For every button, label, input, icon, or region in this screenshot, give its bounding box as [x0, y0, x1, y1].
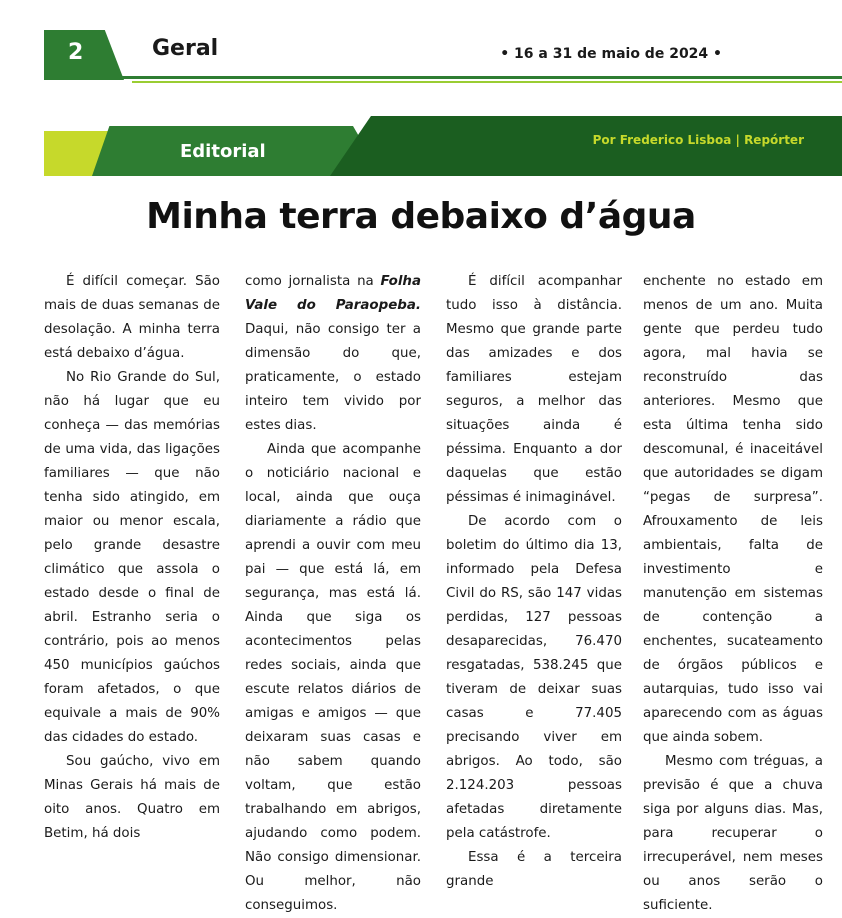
paragraph: É difícil acompanhar tudo isso à distância. Mesmo que grande parte das amizades e dos familiares estejam seguros, a melhor das situações ainda é péssima. Enquanto a dor daquelas que estão péssimas é inimaginável. — [446, 274, 622, 505]
editorial-label: Editorial — [180, 141, 266, 162]
paragraph: enchente no estado em menos de um ano. Muita gente que perdeu tudo agora, mal havia se reconstruído das anteriores. Mesmo que esta última tenha sido descomunal, é inaceitável que autoridades se digam “pegas de surpresa”. Afrouxamento de leis ambientais, falta de investimento e manutenção em sistemas de contenção a enchentes, sucateamento de órgãos públicos e autarquias, tudo isso vai aparecendo com as águas que ainda sobem. — [643, 274, 823, 745]
paragraph-text: como jornalista na — [245, 274, 381, 289]
article-column-1 — [44, 270, 220, 846]
article-column-4 — [643, 270, 823, 918]
publication-name: Folha Vale do Paraopeba. — [245, 274, 421, 313]
paragraph: Mesmo com tréguas, a previsão é que a chuva siga por alguns dias. Mas, para recuperar o irrecuperável, nem meses ou anos serão o suficiente. — [643, 754, 823, 913]
paragraph-text: Daqui, não consigo ter a dimensão do que, praticamente, o estado inteiro tem vivido por estes dias. — [245, 322, 421, 433]
article-column-3 — [446, 270, 622, 894]
article-column-2 — [245, 270, 421, 918]
issue-date: • 16 a 31 de maio de 2024 • — [500, 46, 722, 62]
paragraph: No Rio Grande do Sul, não há lugar que eu conheça — das memórias de uma vida, das ligações familiares — que não tenha sido atingido, em maior ou menor escala, pelo grande desastre climático que assola o estado desde o final de abril. Estranho seria o contrário, pois ao menos 450 municípios gaúchos foram afetados, o que equivale a mais de 90% das cidades do estado. — [44, 370, 220, 745]
header-rule — [120, 76, 842, 79]
page-number-badge — [44, 30, 124, 80]
paragraph: De acordo com o boletim do último dia 13, informado pela Defesa Civil do RS, são 147 vidas perdidas, 127 pessoas desaparecidas, 76.470 resgatadas, 538.245 que tiveram de deixar suas casas e 77.405 precisando viver em abrigos. Ao todo, são 2.124.203 pessoas afetadas diretamente pela catástrofe. — [446, 514, 622, 841]
page-header — [0, 0, 842, 90]
byline: Por Frederico Lisboa | Repórter — [592, 133, 804, 147]
paragraph: Sou gaúcho, vivo em Minas Gerais há mais de oito anos. Quatro em Betim, há dois — [44, 754, 220, 841]
section-title: Geral — [152, 36, 219, 61]
header-rule-accent — [132, 81, 842, 83]
paragraph: É difícil começar. São mais de duas semanas de desolação. A minha terra está debaixo d’água. — [44, 274, 220, 361]
paragraph — [245, 270, 421, 438]
paragraph: Essa é a terceira grande — [446, 850, 622, 889]
article-headline: Minha terra debaixo d’água — [146, 196, 696, 237]
page-number: 2 — [68, 40, 84, 65]
paragraph: Ainda que acompanhe o noticiário nacional e local, ainda que ouça diariamente a rádio que aprendi a ouvir com meu pai — que está lá, em segurança, mas está lá. Ainda que siga os acontecimentos pelas redes sociais, ainda que escute relatos diários de amigas e amigos — que deixaram suas casas e não sabem quando voltam, que estão trabalhando em abrigos, ajudando como podem. Não consigo dimensionar. Ou melhor, não conseguimos. — [245, 442, 421, 913]
